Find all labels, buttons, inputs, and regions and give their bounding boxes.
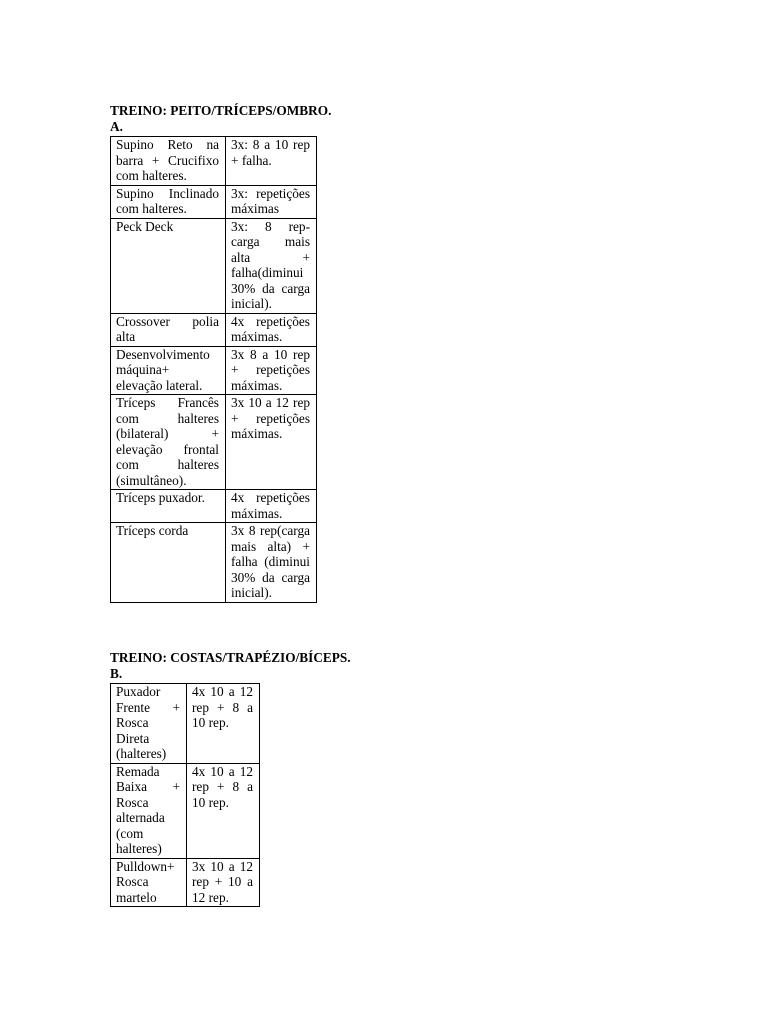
scheme-cell: 4x 10 a 12 rep + 8 a 10 rep. [187, 763, 260, 858]
exercise-cell: Remada Baixa + Rosca alternada (com halteres) [111, 763, 187, 858]
scheme-cell: 4x 10 a 12 rep + 8 a 10 rep. [187, 684, 260, 764]
exercise-cell: Supino Inclinado com halteres. [111, 185, 226, 218]
exercise-cell: Crossover polia alta [111, 313, 226, 346]
table-row [111, 763, 260, 858]
section-b-letter: B. [110, 665, 123, 681]
table-row [111, 313, 317, 346]
workout-table-b [110, 683, 260, 907]
exercise-cell: Tríceps Francês com halteres (bilateral) + elevação frontal com halteres (simultâneo). [111, 395, 226, 490]
exercise-cell: Tríceps puxador. [111, 490, 226, 523]
scheme-cell: 3x: 8 rep-carga mais alta + falha(diminui 30% da carga inicial). [226, 218, 317, 313]
scheme-cell: 4x repetições máximas. [226, 490, 317, 523]
table-row [111, 395, 317, 490]
section-a-letter: A. [110, 118, 123, 134]
exercise-cell: Peck Deck [111, 218, 226, 313]
section-a-heading [110, 103, 331, 134]
scheme-cell: 4x repetições máximas. [226, 313, 317, 346]
table-row [111, 684, 260, 764]
section-b-title: TREINO: COSTAS/TRAPÉZIO/BÍCEPS. [110, 650, 351, 665]
scheme-cell: 3x 8 rep(carga mais alta) + falha (diminui 30% da carga inicial). [226, 523, 317, 603]
workout-table-a [110, 136, 317, 603]
exercise-cell: Supino Reto na barra + Crucifixo com halteres. [111, 137, 226, 186]
exercise-cell: Tríceps corda [111, 523, 226, 603]
exercise-cell: Desenvolvimento máquina+ elevação lateral. [111, 346, 226, 395]
section-a-title: TREINO: PEITO/TRÍCEPS/OMBRO. [110, 103, 332, 118]
table-row [111, 185, 317, 218]
exercise-cell: Puxador Frente + Rosca Direta (halteres) [111, 684, 187, 764]
table-row [111, 858, 260, 907]
table-row [111, 346, 317, 395]
scheme-cell: 3x 10 a 12 rep + 10 a 12 rep. [187, 858, 260, 907]
table-row [111, 523, 317, 603]
scheme-cell: 3x 10 a 12 rep + repetições máximas. [226, 395, 317, 490]
scheme-cell: 3x 8 a 10 rep + repetições máximas. [226, 346, 317, 395]
exercise-cell: Pulldown+ Rosca martelo [111, 858, 187, 907]
section-b-heading [110, 650, 351, 681]
table-row [111, 137, 317, 186]
table-row [111, 218, 317, 313]
scheme-cell: 3x: 8 a 10 rep + falha. [226, 137, 317, 186]
table-row [111, 490, 317, 523]
scheme-cell: 3x: repetições máximas [226, 185, 317, 218]
